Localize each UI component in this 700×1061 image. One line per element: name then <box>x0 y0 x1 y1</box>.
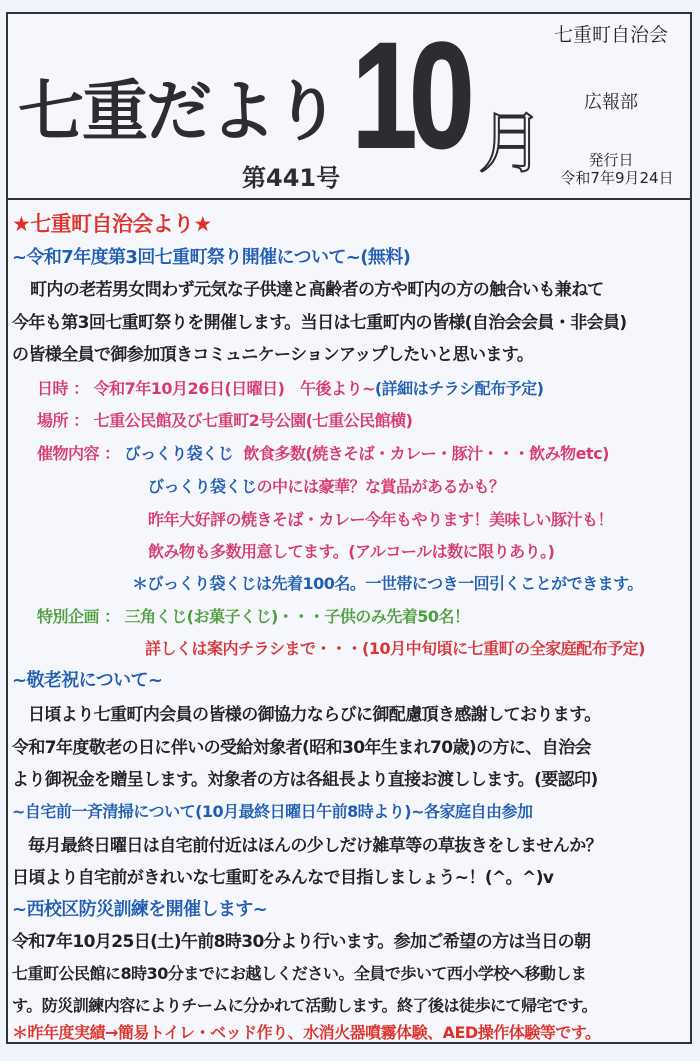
newsletter-title: 七重だより <box>18 73 338 150</box>
section-heading: ★七重町自治会より★ <box>12 212 212 236</box>
drill-para-1: 令和7年10月25日(土)午前8時30分より行います。参加ご希望の方は当日の朝 <box>12 932 591 952</box>
place-row <box>37 409 412 433</box>
festival-para-2: 今年も第3回七重町祭りを開催します。当日は七重町内の皆様(自治会会員・非会員) <box>12 313 627 333</box>
events-row <box>37 442 609 466</box>
month-number-text: 10 <box>352 11 467 179</box>
drinks-line: 飲み物も多数用意してます。(アルコールは数に限りあり。) <box>148 542 555 561</box>
respect-aged-para-2: 令和7年度敬老の日に伴いの受給対象者(昭和30年生まれ70歳)の方に、自治会 <box>12 738 591 758</box>
respect-aged-para-1: 日頃より七重町内会員の皆様の御協力ならびに御配慮頂き感謝しております。 <box>28 705 601 725</box>
issue-date: 令和7年9月24日 <box>560 169 674 187</box>
lottery-prize-line <box>148 475 505 499</box>
issue-date-label: 発行日 <box>588 151 634 169</box>
datetime-label: 日時 ： <box>37 379 89 398</box>
events-food: 飲食多数(焼きそば・カレー・豚汁・・・飲み物etc) <box>243 444 609 463</box>
cleanup-para-2: 日頃より自宅前がきれいな七重町をみんなで目指しましょう~！(^。^)v <box>12 868 554 888</box>
organization: 七重町自治会 <box>553 24 668 46</box>
special-label: 特別企画 ： <box>37 607 120 626</box>
drill-heading: ~西校区防災訓練を開催します~ <box>12 899 268 920</box>
datetime-value: 令和7年10月26日(日曜日) 午後より~ <box>93 379 375 398</box>
drill-para-2: 七重町公民館に8時30分までにお越しください。全員で歩いて西小学校へ移動しま <box>12 964 587 983</box>
special-value: 三角くじ(お菓子くじ)・・・子供のみ先着50名！ <box>124 607 470 626</box>
lottery-prize-text: の中には豪華？な賞品があるかも？ <box>256 477 505 496</box>
lottery-note: ＊びっくり袋くじは先着100名。一世帯につき一回引くことができます。 <box>132 574 643 593</box>
datetime-row <box>37 377 544 401</box>
month-number <box>352 11 499 179</box>
special-row <box>37 605 470 629</box>
festival-para-3: の皆様全員で御参加頂きコミュニケーションアップしたいと思います。 <box>12 345 534 365</box>
flyer-note: 詳しくは案内チラシまで・・・(10月中旬頃に七重町の全家庭配布予定) <box>145 639 645 658</box>
drill-para-3: す。防災訓練内容によりチームに分かれて活動します。終了後は徒歩にて帰宅です。 <box>12 996 598 1015</box>
place-label: 場所 ： <box>37 411 89 430</box>
events-lottery: びっくり袋くじ <box>124 444 234 463</box>
events-label: 催物内容 ： <box>37 444 120 463</box>
header-divider <box>6 198 692 200</box>
datetime-note: (詳細はチラシ配布予定) <box>374 379 544 398</box>
festival-para-1: 町内の老若男女問わず元気な子供達と高齢者の方や町内の方の触合いも兼ねて <box>30 280 604 300</box>
place-value: 七重公民館及び七重町2号公園(七重公民館横) <box>93 411 413 430</box>
lottery-name: びっくり袋くじ <box>148 477 257 496</box>
month-kanji: 月 <box>478 105 544 182</box>
food-line: 昨年大好評の焼きそば・カレー今年もやります！美味しい豚汁も！ <box>148 510 614 529</box>
respect-aged-para-3: より御祝金を贈呈します。対象者の方は各組長より直接お渡しします。(要認印) <box>12 770 598 790</box>
issue-number: 第441号 <box>242 164 341 192</box>
drill-note: ＊昨年度実績→簡易トイレ・ベッド作り、水消火器噴霧体験、AED操作体験等です。 <box>12 1023 601 1042</box>
respect-aged-heading: ~敬老祝について~ <box>12 670 163 691</box>
cleanup-para-1: 毎月最終日曜日は自宅前付近はほんの少しだけ雑草等の草抜きをしませんか？ <box>28 836 602 856</box>
department: 広報部 <box>584 92 638 113</box>
festival-heading: ~令和7年度第3回七重町祭り開催について~(無料) <box>12 247 411 268</box>
cleanup-heading: ~自宅前一斉清掃について(10月最終日曜日午前8時より)~各家庭自由参加 <box>12 802 533 821</box>
